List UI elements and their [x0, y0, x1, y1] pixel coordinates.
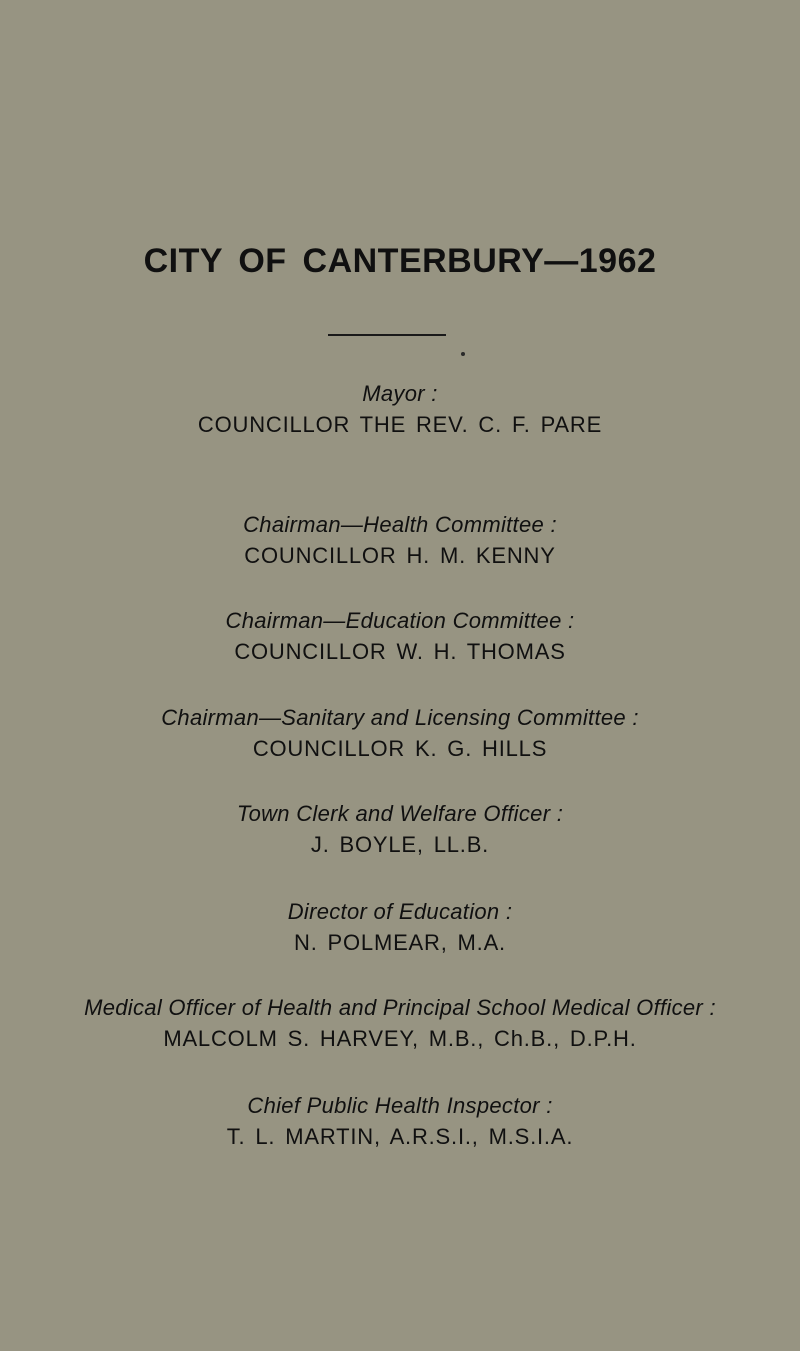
officer-entry-town-clerk: [0, 800, 800, 860]
officer-name: COUNCILLOR THE REV. C. F. PARE: [197, 412, 603, 437]
officer-entry-medical-officer: [0, 994, 800, 1054]
officer-entry-director-education: [0, 898, 800, 958]
officer-role: Mayor :: [362, 381, 438, 406]
officer-role: Director of Education :: [287, 899, 513, 924]
officer-name: COUNCILLOR H. M. KENNY: [244, 543, 556, 568]
officer-entry-health-inspector: [0, 1092, 800, 1152]
page-title: CITY OF CANTERBURY—1962: [143, 242, 657, 280]
officer-name: COUNCILLOR W. H. THOMAS: [234, 639, 566, 664]
officer-name: MALCOLM S. HARVEY, M.B., Ch.B., D.P.H.: [163, 1026, 637, 1051]
officer-entry-sanitary-chairman: [0, 704, 800, 764]
officer-name: COUNCILLOR K. G. HILLS: [252, 736, 548, 761]
officer-entry-education-chairman: [0, 607, 800, 667]
officer-role: Chairman—Education Committee :: [225, 608, 575, 633]
officer-name: T. L. MARTIN, A.R.S.I., M.S.I.A.: [226, 1124, 574, 1149]
ink-speck: [461, 352, 465, 356]
officer-role: Medical Officer of Health and Principal School Medical Officer :: [84, 995, 716, 1020]
officer-entry-health-chairman: [0, 511, 800, 571]
officer-role: Chairman—Health Committee :: [243, 512, 557, 537]
officer-role: Chief Public Health Inspector :: [247, 1093, 553, 1118]
officer-role: Town Clerk and Welfare Officer :: [236, 801, 564, 826]
officer-name: N. POLMEAR, M.A.: [294, 930, 506, 955]
title-divider: [328, 334, 446, 336]
officer-name: J. BOYLE, LL.B.: [310, 832, 490, 857]
officer-role: Chairman—Sanitary and Licensing Committee :: [161, 705, 639, 730]
officer-entry-mayor: [0, 380, 800, 440]
